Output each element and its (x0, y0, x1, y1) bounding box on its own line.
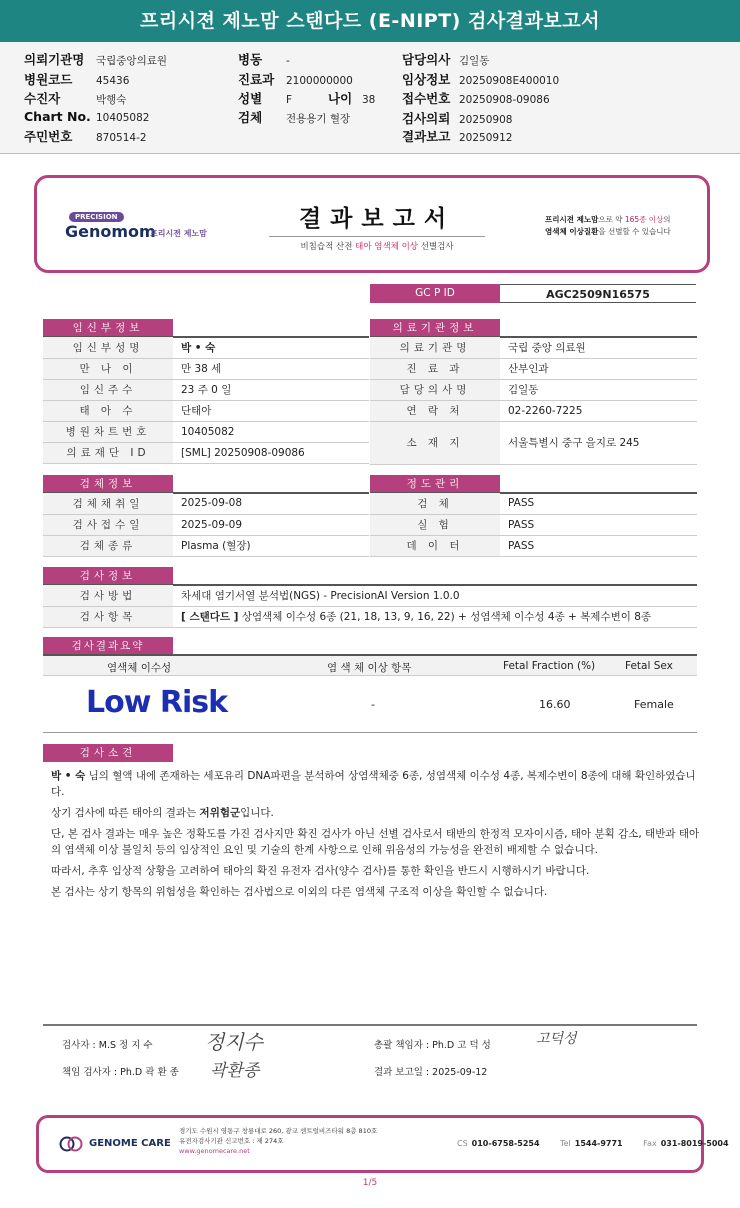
report-title: 프리시젼 제노맘 스탠다드 (E-NIPT) 검사결과보고서 (0, 0, 740, 42)
info-department: 진료과 2100000000 (238, 72, 353, 87)
test-info-table (43, 585, 697, 628)
opinion-paragraph: 박 • 숙 님의 혈액 내에 존재하는 세포유리 DNA파편을 분석하여 상염색체중 6종, 성염색체 이수성 4종, 복제수변이 8종에 대해 확인하였습니다. (51, 770, 696, 798)
genome-care-logo-icon (59, 1136, 83, 1152)
banner-subtitle: 비침습적 산전 태아 염색체 이상 선별검사 (269, 236, 485, 252)
table-row: 태 아 수 단태아 (43, 400, 369, 421)
footer-contacts: CS 010-6758-5254 Tel 1544-9771 Fax 031-8019-5004 (457, 1139, 729, 1148)
info-doctor: 담당의사 김일동 (402, 52, 490, 67)
footer-address: 경기도 수원시 영통구 창룡대로 260, 광교 센트럴비즈타워 8층 810호 유전자검사기관 신고번호 : 제 274호 www.genomecare.net (179, 1127, 378, 1155)
col-fetal-fraction: Fetal Fraction (%) (503, 660, 596, 672)
table-row: 임신부성명 박 • 숙 (43, 337, 369, 358)
col-fetal-sex: Fetal Sex (625, 660, 673, 672)
report-banner (34, 175, 710, 273)
summary-header (43, 654, 697, 676)
patient-info-box (0, 42, 740, 154)
banner-title: 결과보고서 (298, 206, 456, 232)
gcp-id-value: AGC2509N16575 (500, 284, 696, 303)
table-row: 데 이 터 PASS (370, 535, 697, 556)
manager-name: 책임 검사자 : Ph.D 곽 환 종 (62, 1067, 179, 1078)
info-ward: 병동 - (238, 52, 290, 67)
table-row: 검사접수일 2025-09-09 (43, 514, 369, 535)
table-row: 의료기관명 국립 중앙 의료원 (370, 337, 697, 358)
section-result-summary: 검사결과요약 (43, 637, 173, 655)
info-specimen: 검체 전용용기 혈장 (238, 110, 351, 125)
table-row: 의료재단 ID [SML] 20250908-09086 (43, 442, 369, 463)
table-row: 담당의사명 김일동 (370, 379, 697, 400)
report-date: 결과 보고일 : 2025-09-12 (374, 1067, 488, 1078)
tester-name: 검사자 : M.S 정 지 수 (62, 1040, 153, 1051)
divider (43, 732, 697, 733)
specimen-info-table (43, 493, 369, 557)
qc-table (370, 493, 697, 557)
fetal-sex-value: Female (634, 698, 674, 711)
table-row: 실 험 PASS (370, 514, 697, 535)
table-row: 검사항목 [ 스탠다드 ] 상염색체 이수성 6종 (21, 18, 13, 9, 16, 22) + 성염색체 이수성 4종 + 복제수변이 8종 (43, 606, 697, 627)
tester-signature: 정지수 (205, 1030, 263, 1054)
info-receipt-no: 접수번호 20250908-09086 (402, 91, 550, 106)
opinion-paragraph: 상기 검사에 따른 태아의 결과는 저위험군입니다. (51, 807, 274, 819)
section-test-info: 검사정보 (43, 567, 173, 585)
footer-box (36, 1115, 729, 1173)
section-opinion: 검사소견 (43, 744, 173, 762)
genomom-subtitle: 프리시젼 제노맘 (150, 229, 207, 238)
info-chart-no: Chart No. 10405082 (24, 109, 150, 124)
table-row: 검 체 PASS (370, 493, 697, 514)
table-row: 검체종류 Plasma (혈장) (43, 535, 369, 556)
table-row: 임신주수 23 주 0 일 (43, 379, 369, 400)
gcp-id-label: GC P ID (370, 284, 500, 303)
pregnant-info-table (43, 337, 369, 464)
fetal-fraction-value: 16.60 (539, 698, 571, 711)
info-age: 나이 38 (328, 91, 376, 106)
footer-url[interactable]: www.genomecare.net (179, 1147, 250, 1155)
info-request-date: 검사의뢰 20250908 (402, 111, 513, 126)
col-abnormal-items: 염 색 체 이상 항목 (327, 662, 412, 674)
section-quality-control: 정도관리 (370, 475, 500, 493)
table-row: 소 재 지 서울특별시 중구 을지로 245 (370, 421, 697, 464)
opinion-paragraph: 단, 본 검사 결과는 매우 높은 정확도를 가진 검사지만 확진 검사가 아닌 선별 검사로서 태반의 한정적 모자이시즘, 태아 분획 감소, 태반과 태아의 염색체 이상 불일치 등의 임상적인 요인 및 기술의 한계 사항으로 인해 위음성의 가능성을 완전히 배제할 수 없습니다. (51, 828, 700, 856)
info-report-date: 결과보고 20250912 (402, 129, 513, 144)
report-page (0, 160, 740, 1208)
director-signature: 고덕성 (536, 1031, 577, 1047)
section-specimen-info: 검체정보 (43, 475, 173, 493)
table-row: 검사방법 차세대 염기서열 분석법(NGS) - PrecisionAI Version 1.0.0 (43, 585, 697, 606)
genomom-logo: Genomom (65, 222, 156, 241)
opinion-paragraph: 따라서, 추후 임상적 상황을 고려하여 태아의 확진 유전자 검사(양수 검사)를 통한 확인을 반드시 시행하시기 바랍니다. (51, 865, 590, 877)
genome-care-name: GENOME CARE (89, 1138, 171, 1149)
table-row: 병원차트번호 10405082 (43, 421, 369, 442)
director-name: 총괄 책임자 : Ph.D 고 덕 성 (374, 1040, 491, 1051)
section-institution-info: 의료기관정보 (370, 319, 500, 337)
info-hospital-code: 병원코드 45436 (24, 72, 130, 87)
banner-description: 프리시젼 제노맘으로 약 165종 이상의 염색체 이상질환을 선별할 수 있습니다 (545, 215, 671, 236)
table-row: 만 나 이 만 38 세 (43, 358, 369, 379)
col-aneuploidy: 염색체 이수성 (107, 662, 172, 674)
opinion-text (51, 768, 701, 905)
info-resident-no: 주민번호 870514-2 (24, 129, 147, 144)
risk-result: Low Risk (86, 685, 228, 720)
info-hospital: 의뢰기관명 국립중앙의료원 (24, 52, 168, 67)
opinion-paragraph: 본 검사는 상기 항목의 위험성을 확인하는 검사법으로 이외의 다른 염색체 구조적 이상을 확인할 수 없습니다. (51, 886, 548, 898)
info-patient: 수진자 박행숙 (24, 91, 127, 106)
page-number: 1/5 (362, 1178, 378, 1188)
manager-signature: 곽환종 (210, 1061, 260, 1081)
precision-badge: PRECISION (69, 212, 124, 222)
table-row: 검체채취일 2025-09-08 (43, 493, 369, 514)
institution-info-table (370, 337, 697, 465)
section-pregnant-info: 임신부정보 (43, 319, 173, 337)
info-clinical: 임상정보 20250908E400010 (402, 72, 560, 87)
divider (43, 1024, 697, 1026)
table-row: 연 락 처 02-2260-7225 (370, 400, 697, 421)
abnormal-items-value: - (371, 698, 375, 711)
info-sex: 성별 F (238, 91, 293, 106)
table-row: 진 료 과 산부인과 (370, 358, 697, 379)
